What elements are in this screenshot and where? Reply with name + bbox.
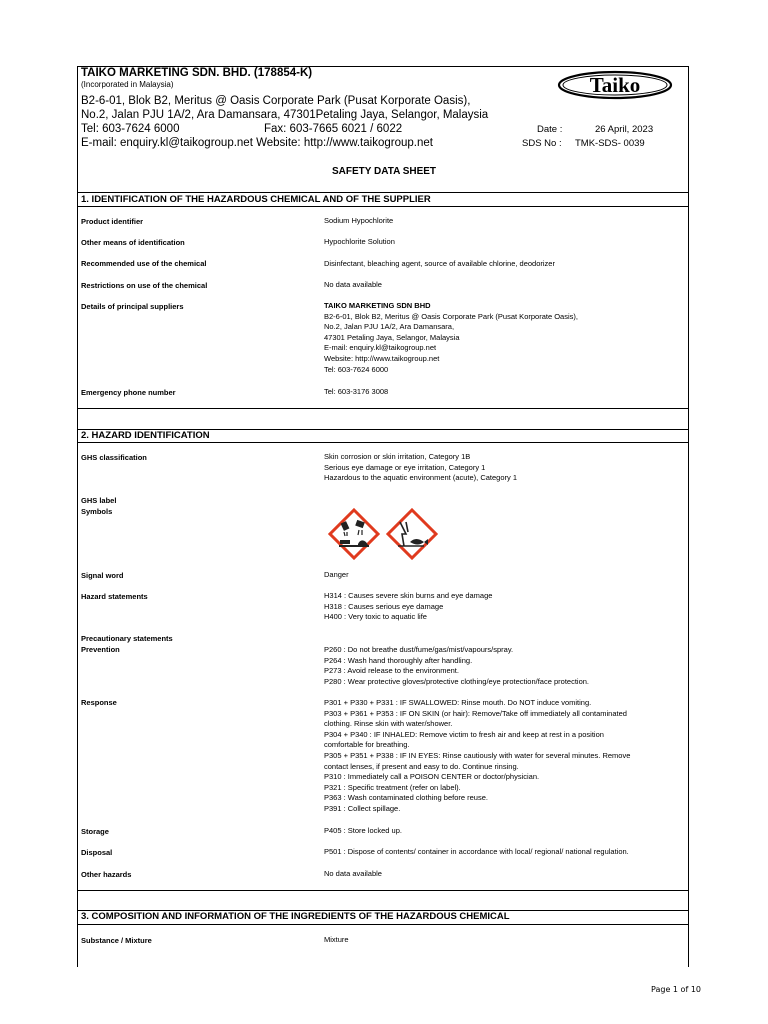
supplier-line: E-mail: enquiry.kl@taikogroup.net [324, 343, 437, 353]
recommended-use-value: Disinfectant, bleaching agent, source of available chlorine, deodorizer [324, 259, 555, 268]
tel: Tel: 603-7624 6000 [81, 123, 180, 135]
response-line: P310 : Immediately call a POISON CENTER or doctor/physician. [324, 772, 540, 782]
email-website: E-mail: enquiry.kl@taikogroup.net Website: http://www.taikogroup.net [81, 137, 433, 149]
response-line: comfortable for breathing. [324, 740, 410, 750]
divider [77, 206, 688, 207]
substance-mixture-label: Substance / Mixture [81, 936, 152, 945]
other-means-label: Other means of identification [81, 238, 185, 247]
ghs-class-line: Hazardous to the aquatic environment (acute), Category 1 [324, 473, 518, 483]
sds-label: SDS No : [522, 138, 562, 149]
storage-label: Storage [81, 827, 109, 836]
disposal-label: Disposal [81, 848, 113, 857]
other-hazards-value: No data available [324, 869, 382, 878]
section-2-heading: 2. HAZARD IDENTIFICATION [81, 430, 210, 441]
ghs-classification-label: GHS classification [81, 453, 147, 462]
prevention-value [324, 645, 589, 687]
supplier-line: No.2, Jalan PJU 1A/2, Ara Damansara, [324, 322, 455, 332]
prevention-line: P273 : Avoid release to the environment. [324, 666, 459, 676]
supplier-line: B2-6-01, Blok B2, Meritus @ Oasis Corporate Park (Pusat Korporate Oasis), [324, 311, 578, 321]
response-label: Response [81, 698, 117, 707]
divider [77, 408, 688, 409]
emergency-value: Tel: 603-3176 3008 [324, 387, 389, 396]
prevention-line: P280 : Wear protective gloves/protective clothing/eye protection/face protection. [324, 676, 590, 686]
response-line: contact lenses, if present and easy to do. Continue rinsing. [324, 761, 519, 771]
restrictions-value: No data available [324, 280, 382, 289]
sds-value: TMK-SDS- 0039 [575, 138, 645, 149]
substance-mixture-value: Mixture [324, 935, 349, 944]
response-line: clothing. Rinse skin with water/shower. [324, 719, 453, 729]
ghs-classification-value [324, 452, 517, 484]
supplier-line: 47301 Petaling Jaya, Selangor, Malaysia [324, 332, 460, 342]
signal-word-label: Signal word [81, 571, 124, 580]
divider [77, 192, 688, 193]
storage-value: P405 : Store locked up. [324, 826, 402, 835]
symbols-label: Symbols [81, 507, 113, 516]
prevention-line: P260 : Do not breathe dust/fume/gas/mist/vapours/spray. [324, 645, 514, 654]
ghs-class-line: Serious eye damage or eye irritation, Category 1 [324, 462, 486, 472]
disposal-value: P501 : Dispose of contents/ container in accordance with local/ regional/ national regulation. [324, 847, 629, 856]
date-label: Date : [537, 124, 563, 135]
product-identifier-value: Sodium Hypochlorite [324, 216, 394, 225]
page-number: Page 1 of 10 [651, 985, 701, 994]
incorporation-note: (Incorporated in Malaysia) [81, 80, 174, 89]
response-value [324, 698, 630, 815]
section-1-heading: 1. IDENTIFICATION OF THE HAZARDOUS CHEMICAL AND OF THE SUPPLIER [81, 194, 431, 205]
emergency-label: Emergency phone number [81, 388, 176, 397]
address-line-1: B2-6-01, Blok B2, Meritus @ Oasis Corporate Park (Pusat Korporate Oasis), [81, 95, 471, 107]
section-3-heading: 3. COMPOSITION AND INFORMATION OF THE INGREDIENTS OF THE HAZARDOUS CHEMICAL [81, 911, 510, 922]
corrosion-pictogram-icon [330, 510, 378, 558]
date-value: 26 April, 2023 [595, 124, 654, 135]
divider [77, 442, 688, 443]
other-means-value: Hypochlorite Solution [324, 237, 395, 246]
hazard-line: H318 : Causes serious eye damage [324, 601, 444, 611]
ghs-class-line: Skin corrosion or skin irritation, Category 1B [324, 452, 471, 461]
response-line: P304 + P340 : IF INHALED: Remove victim to fresh air and keep at rest in a position [324, 729, 604, 739]
restrictions-label: Restrictions on use of the chemical [81, 281, 208, 290]
supplier-line: TAIKO MARKETING SDN BHD [324, 301, 431, 310]
response-line: P305 + P351 + P338 : IF IN EYES: Rinse cautiously with water for several minutes. Remove [324, 750, 631, 760]
ghs-pictograms [328, 508, 438, 565]
other-hazards-label: Other hazards [81, 870, 132, 879]
suppliers-details [324, 301, 578, 375]
response-line: P303 + P361 + P353 : IF ON SKIN (or hair): Remove/Take off immediately all contaminated [324, 708, 627, 718]
hazard-statements-label: Hazard statements [81, 592, 148, 601]
response-line: P391 : Collect spillage. [324, 803, 401, 813]
prevention-label: Prevention [81, 645, 120, 654]
supplier-line: Tel: 603-7624 6000 [324, 364, 389, 374]
svg-text:Taiko: Taiko [589, 73, 641, 97]
signal-word-value: Danger [324, 570, 349, 579]
hazard-line: H400 : Very toxic to aquatic life [324, 612, 427, 622]
response-line: P301 + P330 + P331 : IF SWALLOWED: Rinse mouth. Do NOT induce vomiting. [324, 698, 592, 707]
hazard-statements-value [324, 591, 492, 623]
precautionary-label: Precautionary statements [81, 634, 173, 643]
company-name: TAIKO MARKETING SDN. BHD. (178854-K) [81, 67, 313, 79]
ghs-label-label: GHS label [81, 496, 117, 505]
supplier-line: Website: http://www.taikogroup.net [324, 353, 440, 363]
recommended-use-label: Recommended use of the chemical [81, 259, 207, 268]
address-line-2: No.2, Jalan PJU 1A/2, Ara Damansara, 47301Petaling Jaya, Selangor, Malaysia [81, 109, 489, 121]
suppliers-label: Details of principal suppliers [81, 302, 184, 311]
product-identifier-label: Product identifier [81, 217, 144, 226]
hazard-line: H314 : Causes severe skin burns and eye damage [324, 591, 493, 600]
divider [77, 924, 688, 925]
environment-pictogram-icon [388, 510, 436, 558]
fax: Fax: 603-7665 6021 / 6022 [264, 123, 403, 135]
taiko-logo [556, 70, 674, 100]
response-line: P363 : Wash contaminated clothing before reuse. [324, 793, 488, 803]
divider [77, 890, 688, 891]
prevention-line: P264 : Wash hand thoroughly after handling. [324, 655, 473, 665]
document-title: SAFETY DATA SHEET [331, 166, 437, 177]
response-line: P321 : Specific treatment (refer on label). [324, 782, 461, 792]
